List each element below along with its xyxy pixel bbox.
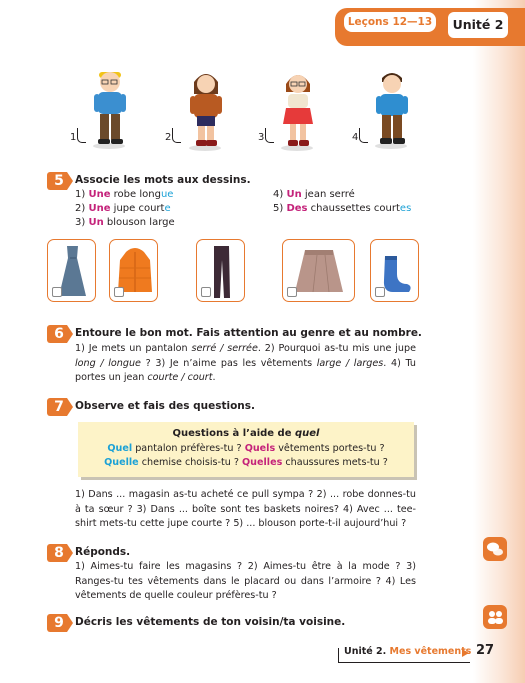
kid-4-number: 4 bbox=[352, 128, 368, 143]
exercise-6-number: 6 bbox=[47, 325, 71, 343]
clothing-card-skirt[interactable] bbox=[282, 239, 355, 302]
ex5-item-1: 1) Une robe longue bbox=[75, 189, 174, 200]
ex5-item-5: 5) Des chaussettes courtes bbox=[273, 203, 412, 214]
exercise-6-text: 1) Je mets un pantalon serré / serrée. 2) Pourquoi as-tu mis une jupe long / longue ? 3) Je n’aime pas les vêtements large / larges. 4) Tu portes un jean courte / court. bbox=[75, 343, 417, 383]
clothing-card-dress[interactable] bbox=[47, 239, 96, 302]
kid-1-number: 1 bbox=[70, 128, 86, 143]
pair-work-icon bbox=[483, 605, 507, 629]
quel-questions-box bbox=[78, 422, 414, 477]
exercise-5-number: 5 bbox=[47, 172, 71, 190]
page-number: 27 bbox=[476, 643, 495, 658]
quel-box-line-1: Quel pantalon préfères-tu ? Quels vêtements portes-tu ? bbox=[107, 443, 385, 454]
jeans-checkbox[interactable] bbox=[201, 287, 211, 297]
clothing-card-socks[interactable] bbox=[370, 239, 419, 302]
ex5-item-2: 2) Une jupe courte bbox=[75, 203, 171, 214]
exercise-7-number: 7 bbox=[47, 398, 71, 416]
unit-label: Unité 2 bbox=[448, 12, 508, 38]
exercise-7-title: Observe et fais des questions. bbox=[75, 400, 256, 412]
kid-4-illustration bbox=[366, 60, 416, 152]
exercise-9-title: Décris les vêtements de ton voisin/ta voisine. bbox=[75, 616, 346, 628]
exercise-8-number: 8 bbox=[47, 544, 71, 562]
clothing-card-jeans[interactable] bbox=[196, 239, 245, 302]
skirt-checkbox[interactable] bbox=[287, 287, 297, 297]
clothing-card-jacket[interactable] bbox=[109, 239, 158, 302]
kid-1-illustration bbox=[84, 60, 134, 152]
exercise-8-title: Réponds. bbox=[75, 546, 131, 558]
footer-rule bbox=[338, 662, 470, 663]
exercise-6-title: Entoure le bon mot. Fais attention au genre et au nombre. bbox=[75, 327, 422, 339]
ex5-item-3: 3) Un blouson large bbox=[75, 217, 175, 228]
exercise-9-number: 9 bbox=[47, 614, 71, 632]
dress-checkbox[interactable] bbox=[52, 287, 62, 297]
ex5-item-4: 4) Un jean serré bbox=[273, 189, 355, 200]
quel-box-line-2: Quelle chemise choisis-tu ? Quelles chaussures mets-tu ? bbox=[104, 457, 388, 468]
exercise-5-title: Associe les mots aux dessins. bbox=[75, 174, 251, 186]
footer-arrow-icon bbox=[462, 649, 469, 657]
page-edge-band bbox=[473, 0, 525, 683]
kid-3-illustration bbox=[272, 62, 322, 154]
quel-box-title: Questions à l’aide de quel bbox=[172, 428, 320, 439]
kid-3-number: 3 bbox=[258, 128, 274, 143]
socks-checkbox[interactable] bbox=[375, 287, 385, 297]
footer-unit-title: Unité 2. Mes vêtements bbox=[344, 646, 472, 657]
exercise-8-text: 1) Aimes-tu faire les magasins ? 2) Aimes-tu être à la mode ? 3) Ranges-tu tes vêtements dans le placard ou dans l’armoire ? 4) Les vêtements de quelle couleur préfères-tu ? bbox=[75, 561, 416, 601]
exercise-7-text: 1) Dans ... magasin as-tu acheté ce pull sympa ? 2) ... robe donnes-tu à ta sœur ? 3) Dans ... boîte sont tes baskets noires? 4) Avec ... tee-shirt mets-tu cette jupe courte ? 5) ... blouson porte-t-il aujourd’hui ? bbox=[75, 489, 416, 529]
kid-2-illustration bbox=[180, 62, 230, 154]
kid-2-number: 2 bbox=[165, 128, 181, 143]
lessons-label: Leçons 12—13 bbox=[344, 12, 436, 32]
speech-bubbles-icon bbox=[483, 537, 507, 561]
jacket-checkbox[interactable] bbox=[114, 287, 124, 297]
